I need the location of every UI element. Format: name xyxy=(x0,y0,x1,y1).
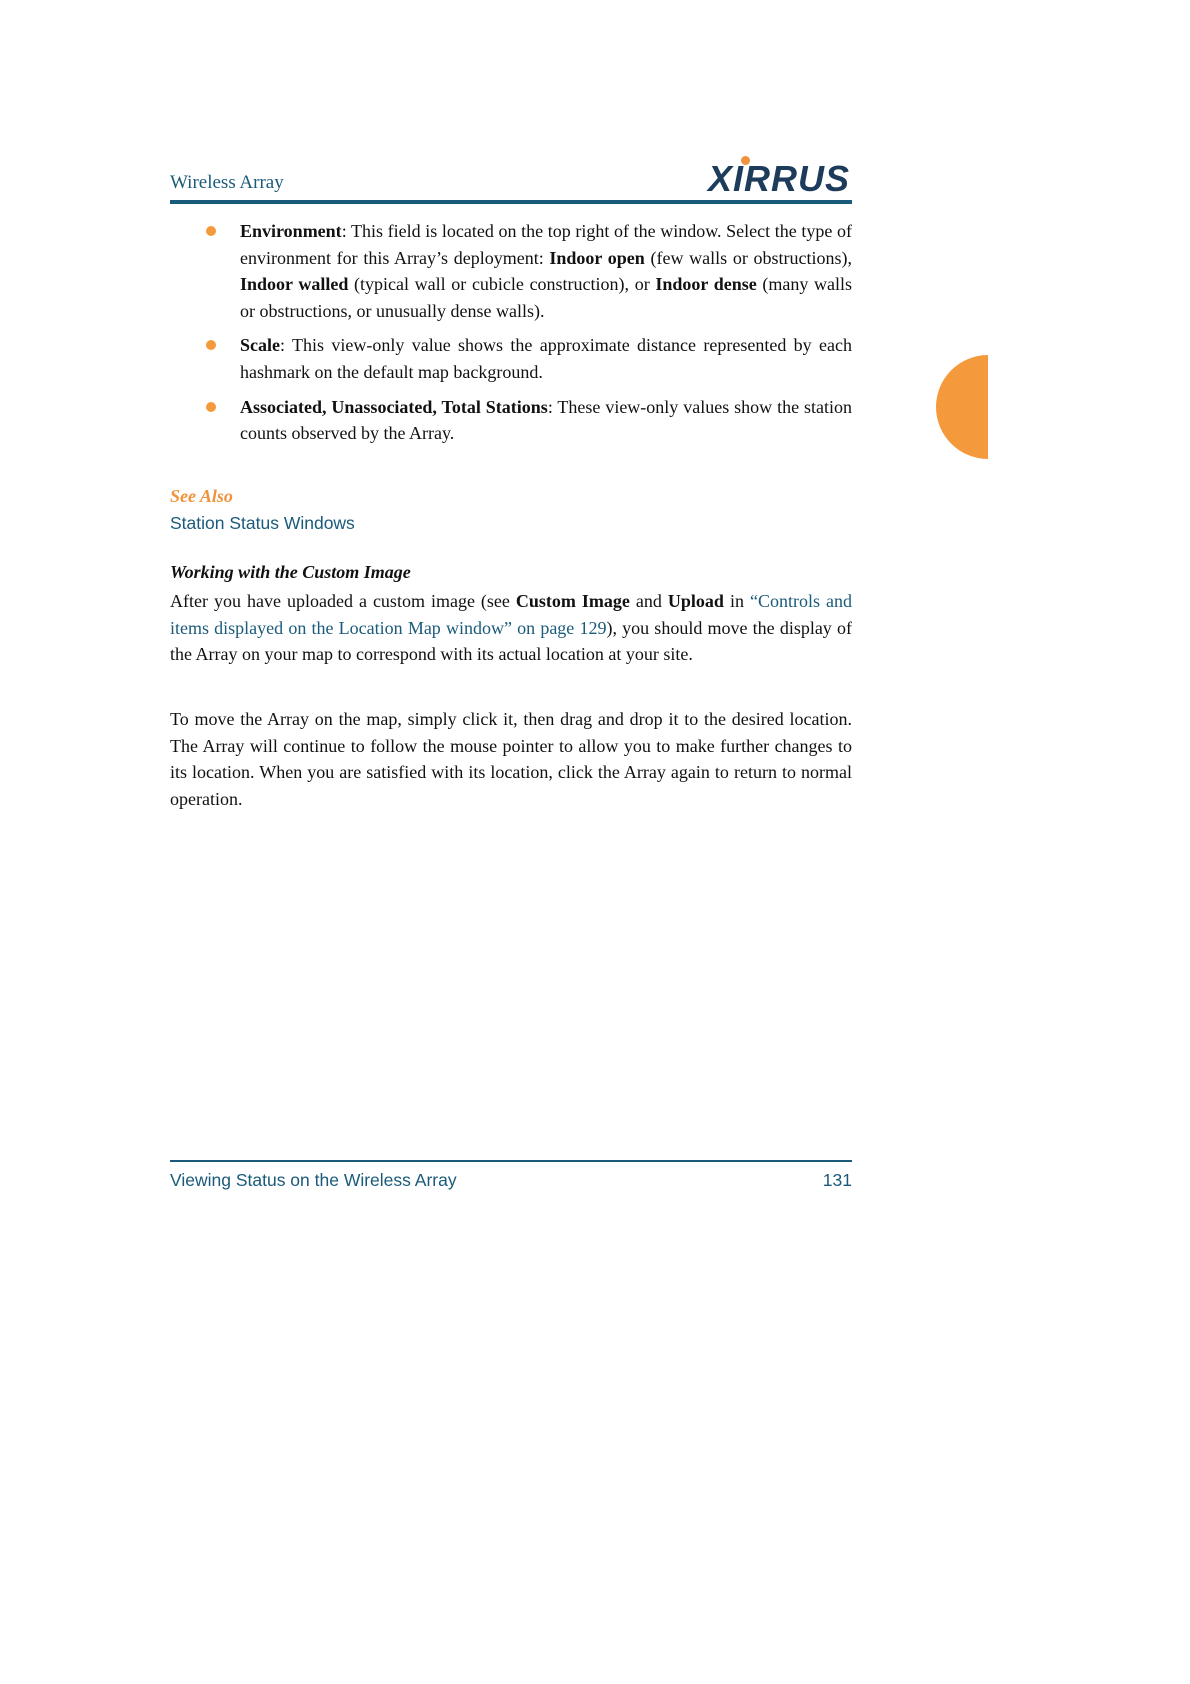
option-indoor-walled: Indoor walled xyxy=(240,274,349,295)
option-indoor-dense: Indoor dense xyxy=(655,274,757,295)
paragraph-text: ), you should move the display of the Array on your map to correspond with its actual location at your site. xyxy=(170,617,852,665)
term-upload: Upload xyxy=(667,591,724,611)
option-indoor-open: Indoor open xyxy=(549,247,645,268)
paragraph-text: After you have uploaded a custom image (see xyxy=(170,591,516,611)
logo-text: XIRRUS xyxy=(708,158,851,199)
see-also-label: See Also xyxy=(170,486,233,506)
paragraph-move-array: To move the Array on the map, simply click it, then drag and drop it to the desired location. The Array will continue to follow the mouse pointer to allow you to make further changes to its location. When you are satisfied with its location, click the Array again to return to normal operation. xyxy=(170,709,852,809)
side-thumb-tab xyxy=(936,355,988,459)
bullet-term: Associated, Unassociated, Total Stations xyxy=(240,396,548,417)
header-divider xyxy=(170,200,852,204)
bullet-icon xyxy=(206,340,216,350)
paragraph-text: in xyxy=(723,591,750,611)
bullet-icon xyxy=(206,402,216,412)
bullet-term: Environment xyxy=(240,221,342,241)
bullet-text: (typical wall or cubicle construction), or xyxy=(348,274,656,295)
footer-title: Viewing Status on the Wireless Array xyxy=(170,1170,457,1190)
bullet-list xyxy=(170,218,852,455)
bullet-item-stations xyxy=(170,394,852,447)
bullet-term: Scale xyxy=(240,335,280,356)
bullet-text: : These view-only values show the station counts observed by the Array. xyxy=(240,396,852,444)
xirrus-logo xyxy=(708,160,850,198)
term-custom-image: Custom Image xyxy=(515,591,630,611)
bullet-item-scale xyxy=(170,332,852,385)
section-heading: Working with the Custom Image xyxy=(170,562,411,582)
paragraph-custom-image xyxy=(170,588,852,668)
cross-reference-link[interactable]: “Controls and items displayed on the Location Map window” on page 129 xyxy=(170,591,852,638)
page-number: 131 xyxy=(822,1170,852,1190)
see-also-link[interactable]: Station Status Windows xyxy=(170,513,355,533)
bullet-icon xyxy=(206,226,216,236)
bullet-text: (many walls or obstructions, or unusually dense walls). xyxy=(240,274,852,321)
bullet-item-environment xyxy=(170,218,852,324)
bullet-text: : This field is located on the top right of the window. Select the type of environment for this Array’s deployment: xyxy=(240,221,852,268)
bullet-text: (few walls or obstructions), xyxy=(644,247,852,268)
footer-divider xyxy=(170,1160,852,1162)
bullet-text: : This view-only value shows the approximate distance represented by each hashmark on the default map background. xyxy=(240,335,852,382)
paragraph-text: and xyxy=(629,591,668,611)
header-title: Wireless Array xyxy=(170,172,284,193)
